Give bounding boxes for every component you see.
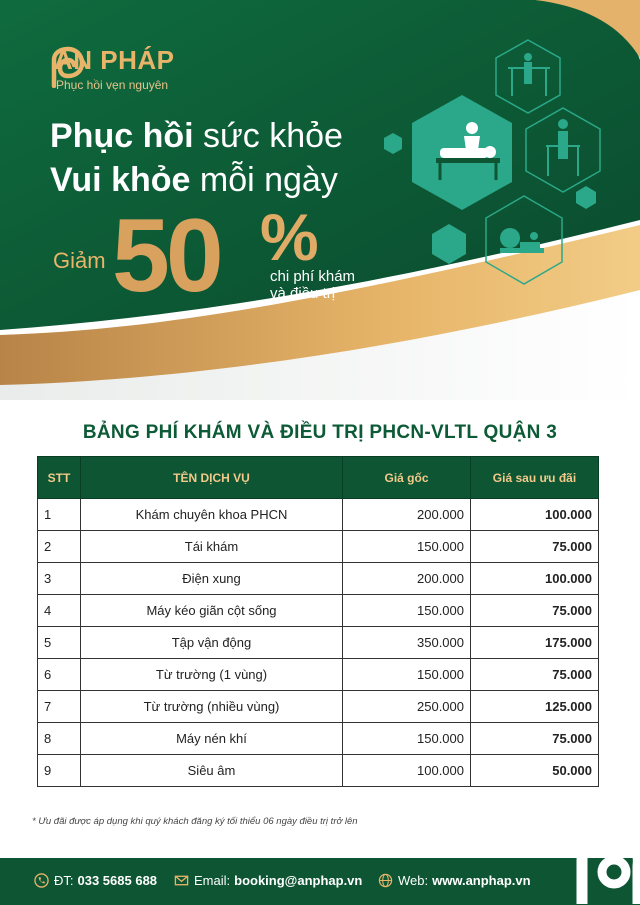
row-service-name: Từ trường (1 vùng) (81, 659, 343, 691)
hero-banner (0, 0, 640, 400)
phone-number: 033 5685 688 (77, 873, 158, 888)
row-stt: 9 (38, 755, 81, 787)
small-hexagon-decor (432, 224, 466, 264)
headline-line2-bold: Vui khỏe (50, 161, 191, 199)
table-row (38, 563, 599, 595)
promo-percent: % (260, 200, 319, 274)
fee-table (37, 456, 599, 787)
row-original-price: 150.000 (343, 723, 471, 755)
row-stt: 8 (38, 723, 81, 755)
header-stt: STT (38, 457, 81, 499)
brand-logo (48, 46, 175, 92)
row-original-price: 150.000 (343, 531, 471, 563)
physio-table-icon (412, 95, 512, 210)
row-stt: 3 (38, 563, 81, 595)
table-body (38, 499, 599, 787)
row-original-price: 250.000 (343, 691, 471, 723)
promo-prefix: Giảm (53, 248, 106, 273)
footer-phone[interactable] (34, 873, 157, 888)
table-row (38, 691, 599, 723)
footer-email[interactable] (174, 873, 362, 888)
brand-name: AN PHÁP (54, 45, 175, 75)
row-original-price: 150.000 (343, 659, 471, 691)
footer-logo-watermark-icon (570, 820, 640, 905)
table-row (38, 595, 599, 627)
exercise-ball-icon (486, 196, 562, 284)
phone-icon (34, 873, 49, 888)
table-header-row (38, 457, 599, 499)
row-original-price: 200.000 (343, 563, 471, 595)
footer (0, 858, 640, 905)
row-stt: 4 (38, 595, 81, 627)
row-service-name: Tập vận động (81, 627, 343, 659)
brand-slogan: Phục hồi vẹn nguyên (56, 78, 169, 92)
row-service-name: Tái khám (81, 531, 343, 563)
promo-number: 50 (112, 198, 220, 314)
web-address: www.anphap.vn (432, 873, 531, 888)
table-row (38, 531, 599, 563)
headline-line1-rest: sức khỏe (193, 117, 343, 155)
web-label: Web: (398, 873, 429, 888)
row-original-price: 200.000 (343, 499, 471, 531)
header-original-price: Giá gốc (343, 457, 471, 499)
small-hexagon-decor (384, 133, 402, 154)
row-stt: 2 (38, 531, 81, 563)
promo-desc-line2: và điều trị (270, 285, 336, 302)
row-service-name: Khám chuyên khoa PHCN (81, 499, 343, 531)
row-service-name: Siêu âm (81, 755, 343, 787)
mail-icon (174, 873, 189, 888)
row-stt: 6 (38, 659, 81, 691)
row-discount-price: 75.000 (471, 659, 599, 691)
table-row (38, 723, 599, 755)
table-row (38, 499, 599, 531)
email-address: booking@anphap.vn (234, 873, 363, 888)
walker-icon (526, 108, 600, 192)
table-title: BẢNG PHÍ KHÁM VÀ ĐIỀU TRỊ PHCN-VLTL QUẬN 3 (82, 422, 558, 443)
footnote: * Ưu đãi được áp dụng khi quý khách đăng ký tối thiểu 06 ngày điều trị trở lên (32, 816, 358, 827)
promo-description (270, 268, 430, 302)
row-discount-price: 175.000 (471, 627, 599, 659)
parallel-bars-icon (496, 40, 560, 113)
phone-label: ĐT: (54, 873, 74, 888)
headline-line2-rest: mỗi ngày (190, 161, 338, 199)
row-discount-price: 50.000 (471, 755, 599, 787)
row-original-price: 100.000 (343, 755, 471, 787)
headline (50, 114, 343, 202)
row-stt: 7 (38, 691, 81, 723)
table-row (38, 755, 599, 787)
row-service-name: Từ trường (nhiều vùng) (81, 691, 343, 723)
headline-line1-bold: Phục hồi (50, 117, 194, 155)
table-row (38, 627, 599, 659)
row-stt: 1 (38, 499, 81, 531)
header-service: TÊN DỊCH VỤ (81, 457, 343, 499)
row-discount-price: 125.000 (471, 691, 599, 723)
row-discount-price: 100.000 (471, 499, 599, 531)
row-stt: 5 (38, 627, 81, 659)
email-label: Email: (194, 873, 231, 888)
small-hexagon-decor (576, 186, 596, 209)
globe-icon (378, 873, 393, 888)
row-discount-price: 75.000 (471, 595, 599, 627)
row-discount-price: 100.000 (471, 563, 599, 595)
row-discount-price: 75.000 (471, 723, 599, 755)
table-row (38, 659, 599, 691)
logo-mark-icon (48, 46, 88, 88)
promo-desc-line1: chi phí khám (270, 268, 356, 285)
row-service-name: Điện xung (81, 563, 343, 595)
row-discount-price: 75.000 (471, 531, 599, 563)
row-original-price: 350.000 (343, 627, 471, 659)
row-original-price: 150.000 (343, 595, 471, 627)
row-service-name: Máy kéo giãn cột sống (81, 595, 343, 627)
footer-web[interactable] (378, 873, 531, 888)
row-service-name: Máy nén khí (81, 723, 343, 755)
header-discount-price: Giá sau ưu đãi (471, 457, 599, 499)
